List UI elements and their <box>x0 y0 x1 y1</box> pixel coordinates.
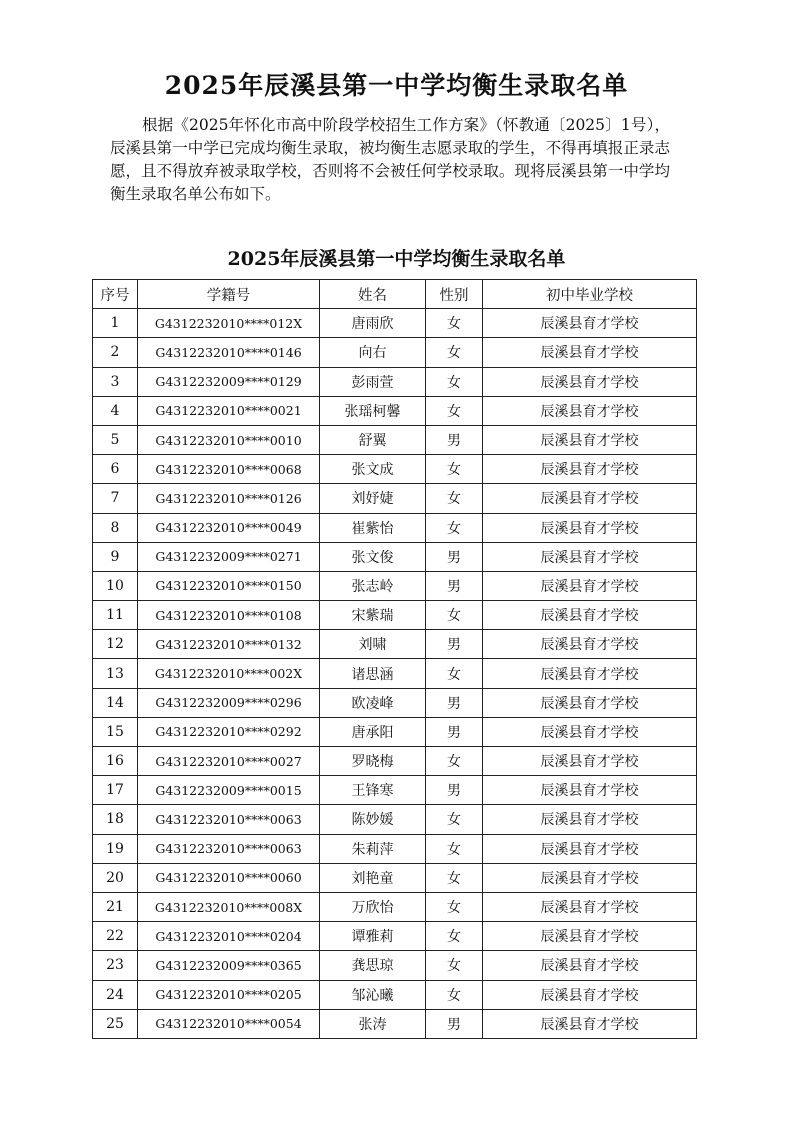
cell-school: 辰溪县育才学校 <box>483 630 697 659</box>
table-row <box>93 571 697 600</box>
cell-student-id: G4312232010****0060 <box>138 863 320 892</box>
cell-no: 9 <box>93 542 138 571</box>
cell-gender: 女 <box>426 980 483 1009</box>
cell-school: 辰溪县育才学校 <box>483 688 697 717</box>
cell-school: 辰溪县育才学校 <box>483 601 697 630</box>
table-row <box>93 484 697 513</box>
table-row <box>93 367 697 396</box>
cell-gender: 女 <box>426 338 483 367</box>
cell-school: 辰溪县育才学校 <box>483 1009 697 1038</box>
cell-gender: 女 <box>426 659 483 688</box>
cell-name: 欧凌峰 <box>320 688 426 717</box>
cell-name: 张文成 <box>320 455 426 484</box>
cell-student-id: G4312232010****0108 <box>138 601 320 630</box>
cell-student-id: G4312232010****0204 <box>138 922 320 951</box>
cell-student-id: G4312232009****0129 <box>138 367 320 396</box>
cell-no: 21 <box>93 892 138 921</box>
intro-paragraph: 根据《2025年怀化市高中阶段学校招生工作方案》（怀教通〔2025〕1号），辰溪县第一中学已完成均衡生录取，被均衡生志愿录取的学生，不得再填报正录志愿，且不得放弃被录取学校，否则将不会被任何学校录取。现将辰溪县第一中学均衡生录取名单公布如下。 <box>110 116 670 203</box>
cell-student-id: G4312232010****0068 <box>138 455 320 484</box>
table-row <box>93 892 697 921</box>
table-row <box>93 338 697 367</box>
table-row <box>93 659 697 688</box>
cell-gender: 男 <box>426 542 483 571</box>
table-row <box>93 951 697 980</box>
cell-school: 辰溪县育才学校 <box>483 513 697 542</box>
cell-name: 刘妤婕 <box>320 484 426 513</box>
table-row <box>93 863 697 892</box>
cell-student-id: G4312232010****012X <box>138 309 320 338</box>
cell-name: 刘艳童 <box>320 863 426 892</box>
cell-gender: 男 <box>426 1009 483 1038</box>
cell-student-id: G4312232009****0015 <box>138 776 320 805</box>
cell-no: 1 <box>93 309 138 338</box>
header-gender: 性别 <box>426 280 483 309</box>
cell-gender: 女 <box>426 396 483 425</box>
cell-student-id: G4312232010****0049 <box>138 513 320 542</box>
cell-name: 张文俊 <box>320 542 426 571</box>
cell-name: 龚思琼 <box>320 951 426 980</box>
cell-gender: 女 <box>426 747 483 776</box>
cell-gender: 女 <box>426 367 483 396</box>
cell-no: 22 <box>93 922 138 951</box>
table-row <box>93 834 697 863</box>
cell-school: 辰溪县育才学校 <box>483 571 697 600</box>
cell-name: 谭雅莉 <box>320 922 426 951</box>
cell-no: 10 <box>93 571 138 600</box>
table-row <box>93 630 697 659</box>
cell-student-id: G4312232010****0027 <box>138 747 320 776</box>
table-row <box>93 688 697 717</box>
cell-name: 罗晓梅 <box>320 747 426 776</box>
cell-gender: 女 <box>426 309 483 338</box>
header-name: 姓名 <box>320 280 426 309</box>
cell-student-id: G4312232010****0063 <box>138 834 320 863</box>
table-row <box>93 542 697 571</box>
cell-gender: 男 <box>426 630 483 659</box>
cell-no: 11 <box>93 601 138 630</box>
cell-student-id: G4312232010****0132 <box>138 630 320 659</box>
cell-student-id: G4312232010****0021 <box>138 396 320 425</box>
cell-no: 7 <box>93 484 138 513</box>
cell-school: 辰溪县育才学校 <box>483 980 697 1009</box>
cell-no: 3 <box>93 367 138 396</box>
cell-student-id: G4312232010****008X <box>138 892 320 921</box>
cell-name: 陈妙媛 <box>320 805 426 834</box>
cell-student-id: G4312232010****0150 <box>138 571 320 600</box>
table-title: 2025年辰溪县第一中学均衡生录取名单 <box>227 248 566 270</box>
cell-school: 辰溪县育才学校 <box>483 425 697 454</box>
cell-name: 邹沁曦 <box>320 980 426 1009</box>
cell-student-id: G4312232010****0010 <box>138 425 320 454</box>
table-row <box>93 776 697 805</box>
cell-school: 辰溪县育才学校 <box>483 484 697 513</box>
cell-school: 辰溪县育才学校 <box>483 717 697 746</box>
table-row <box>93 980 697 1009</box>
cell-no: 23 <box>93 951 138 980</box>
cell-name: 舒翼 <box>320 425 426 454</box>
cell-no: 25 <box>93 1009 138 1038</box>
cell-no: 17 <box>93 776 138 805</box>
cell-no: 16 <box>93 747 138 776</box>
cell-gender: 女 <box>426 484 483 513</box>
cell-school: 辰溪县育才学校 <box>483 367 697 396</box>
cell-school: 辰溪县育才学校 <box>483 542 697 571</box>
cell-student-id: G4312232010****0205 <box>138 980 320 1009</box>
cell-no: 6 <box>93 455 138 484</box>
cell-no: 5 <box>93 425 138 454</box>
cell-student-id: G4312232009****0365 <box>138 951 320 980</box>
cell-student-id: G4312232009****0271 <box>138 542 320 571</box>
cell-name: 向右 <box>320 338 426 367</box>
header-student-id: 学籍号 <box>138 280 320 309</box>
cell-student-id: G4312232010****0292 <box>138 717 320 746</box>
cell-gender: 女 <box>426 863 483 892</box>
cell-name: 张瑶柯馨 <box>320 396 426 425</box>
cell-no: 15 <box>93 717 138 746</box>
cell-no: 20 <box>93 863 138 892</box>
cell-name: 唐雨欣 <box>320 309 426 338</box>
table-row <box>93 309 697 338</box>
cell-gender: 女 <box>426 455 483 484</box>
cell-name: 王锋寒 <box>320 776 426 805</box>
cell-name: 宋紫瑞 <box>320 601 426 630</box>
header-school: 初中毕业学校 <box>483 280 697 309</box>
table-body <box>93 309 697 1039</box>
cell-school: 辰溪县育才学校 <box>483 455 697 484</box>
cell-no: 13 <box>93 659 138 688</box>
cell-school: 辰溪县育才学校 <box>483 776 697 805</box>
cell-student-id: G4312232010****0146 <box>138 338 320 367</box>
cell-no: 2 <box>93 338 138 367</box>
cell-name: 崔紫怡 <box>320 513 426 542</box>
cell-name: 诸思涵 <box>320 659 426 688</box>
cell-student-id: G4312232009****0296 <box>138 688 320 717</box>
table-row <box>93 717 697 746</box>
cell-school: 辰溪县育才学校 <box>483 951 697 980</box>
cell-gender: 女 <box>426 892 483 921</box>
cell-school: 辰溪县育才学校 <box>483 892 697 921</box>
table-row <box>93 455 697 484</box>
cell-gender: 女 <box>426 601 483 630</box>
cell-gender: 女 <box>426 805 483 834</box>
table-row <box>93 513 697 542</box>
cell-student-id: G4312232010****0054 <box>138 1009 320 1038</box>
cell-no: 12 <box>93 630 138 659</box>
header-no: 序号 <box>93 280 138 309</box>
cell-school: 辰溪县育才学校 <box>483 338 697 367</box>
admission-table <box>92 279 697 1039</box>
cell-student-id: G4312232010****0063 <box>138 805 320 834</box>
cell-school: 辰溪县育才学校 <box>483 747 697 776</box>
table-row <box>93 922 697 951</box>
cell-school: 辰溪县育才学校 <box>483 863 697 892</box>
cell-name: 唐承阳 <box>320 717 426 746</box>
cell-no: 14 <box>93 688 138 717</box>
cell-name: 刘啸 <box>320 630 426 659</box>
cell-school: 辰溪县育才学校 <box>483 922 697 951</box>
table-row <box>93 425 697 454</box>
cell-name: 张涛 <box>320 1009 426 1038</box>
cell-name: 彭雨萱 <box>320 367 426 396</box>
cell-no: 24 <box>93 980 138 1009</box>
table-row <box>93 747 697 776</box>
cell-name: 张志岭 <box>320 571 426 600</box>
cell-gender: 女 <box>426 951 483 980</box>
cell-gender: 女 <box>426 834 483 863</box>
cell-school: 辰溪县育才学校 <box>483 659 697 688</box>
cell-gender: 女 <box>426 922 483 951</box>
cell-school: 辰溪县育才学校 <box>483 396 697 425</box>
page-title: 2025年辰溪县第一中学均衡生录取名单 <box>164 71 629 100</box>
cell-school: 辰溪县育才学校 <box>483 834 697 863</box>
table-header-row <box>93 280 697 309</box>
cell-gender: 男 <box>426 425 483 454</box>
cell-gender: 男 <box>426 717 483 746</box>
cell-no: 18 <box>93 805 138 834</box>
table-row <box>93 1009 697 1038</box>
cell-no: 8 <box>93 513 138 542</box>
table-row <box>93 601 697 630</box>
table-row <box>93 805 697 834</box>
cell-no: 19 <box>93 834 138 863</box>
cell-name: 朱莉萍 <box>320 834 426 863</box>
cell-student-id: G4312232010****002X <box>138 659 320 688</box>
cell-no: 4 <box>93 396 138 425</box>
cell-gender: 女 <box>426 513 483 542</box>
table-row <box>93 396 697 425</box>
cell-name: 万欣怡 <box>320 892 426 921</box>
cell-gender: 男 <box>426 688 483 717</box>
cell-gender: 男 <box>426 776 483 805</box>
cell-school: 辰溪县育才学校 <box>483 309 697 338</box>
cell-gender: 男 <box>426 571 483 600</box>
cell-student-id: G4312232010****0126 <box>138 484 320 513</box>
cell-school: 辰溪县育才学校 <box>483 805 697 834</box>
